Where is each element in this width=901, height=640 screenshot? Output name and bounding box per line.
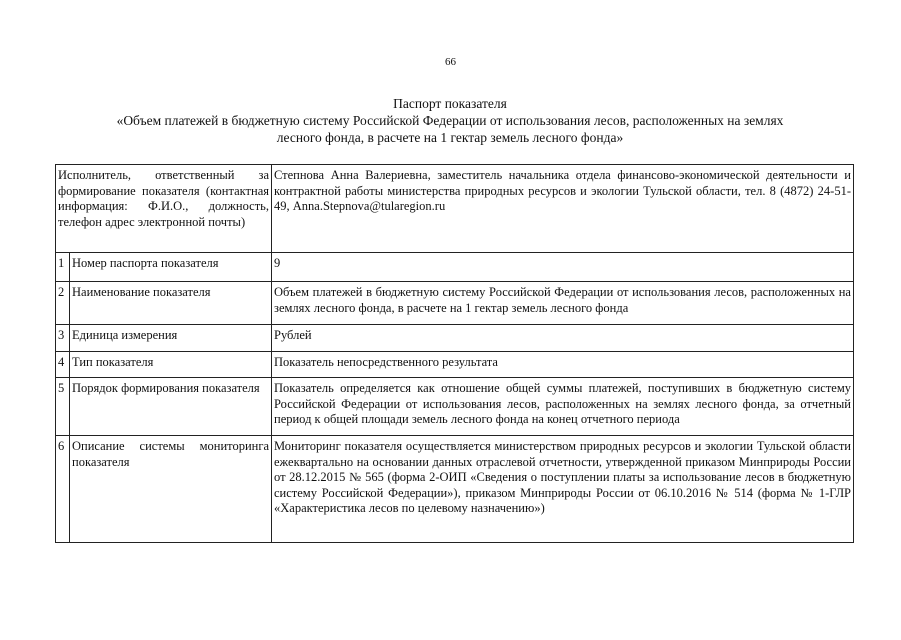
responsible-label: Исполнитель, ответственный за формирование показателя (контактная информация: Ф.И.О., должность, телефон адрес электронной почты) (56, 165, 272, 253)
row-value: Показатель определяется как отношение общей суммы платежей, поступивших в бюджетную систему Российской Федерации от использования лесов, расположенных на землях лесного фонда, за отчетный период к общей площади земель лесного фонда на конец отчетного периода (272, 378, 854, 436)
row-value: 9 (272, 253, 854, 282)
table-row (56, 352, 854, 378)
row-value: Рублей (272, 325, 854, 352)
table-header-row (56, 165, 854, 253)
row-value: Показатель непосредственного результата (272, 352, 854, 378)
row-number: 6 (56, 436, 70, 543)
row-label: Единица измерения (70, 325, 272, 352)
table-row (56, 436, 854, 543)
table-row (56, 253, 854, 282)
row-number: 4 (56, 352, 70, 378)
table-row (56, 378, 854, 436)
row-value: Объем платежей в бюджетную систему Российской Федерации от использования лесов, расположенных на землях лесного фонда, в расчете на 1 гектар земель лесного фонда (272, 282, 854, 325)
row-label: Тип показателя (70, 352, 272, 378)
title-line-2: «Объем платежей в бюджетную систему Российской Федерации от использования лесов, расположенных на землях (116, 113, 784, 128)
row-label: Порядок формирования показателя (70, 378, 272, 436)
page-number: 66 (445, 56, 456, 68)
document-title (60, 95, 840, 146)
table-row (56, 282, 854, 325)
row-number: 1 (56, 253, 70, 282)
row-number: 5 (56, 378, 70, 436)
responsible-value: Степнова Анна Валериевна, заместитель начальника отдела финансово-экономической деятельности и контрактной работы министерства природных ресурсов и экологии Тульской области, тел. 8 (4872) 24-51-49, Anna.Stepnova@tularegion.ru (272, 165, 854, 253)
table-row (56, 325, 854, 352)
row-label: Описание системы мониторинга показателя (70, 436, 272, 543)
title-line-1: Паспорт показателя (393, 96, 507, 111)
row-value: Мониторинг показателя осуществляется министерством природных ресурсов и экологии Тульской области ежеквартально на основании данных отраслевой отчетности, утвержденной приказом Минприроды России от 28.12.2015 № 565 (форма 2-ОИП «Сведения о поступлении платы за использование лесов в бюджетную систему Российской Федерации»), приказом Минприроды России от 06.10.2016 № 514 (форма № 1-ГЛР «Характеристика лесов по целевому назначению») (272, 436, 854, 543)
row-number: 3 (56, 325, 70, 352)
indicator-passport-table (55, 164, 854, 543)
title-line-3: лесного фонда, в расчете на 1 гектар земель лесного фонда» (276, 130, 624, 145)
row-label: Номер паспорта показателя (70, 253, 272, 282)
row-label: Наименование показателя (70, 282, 272, 325)
row-number: 2 (56, 282, 70, 325)
